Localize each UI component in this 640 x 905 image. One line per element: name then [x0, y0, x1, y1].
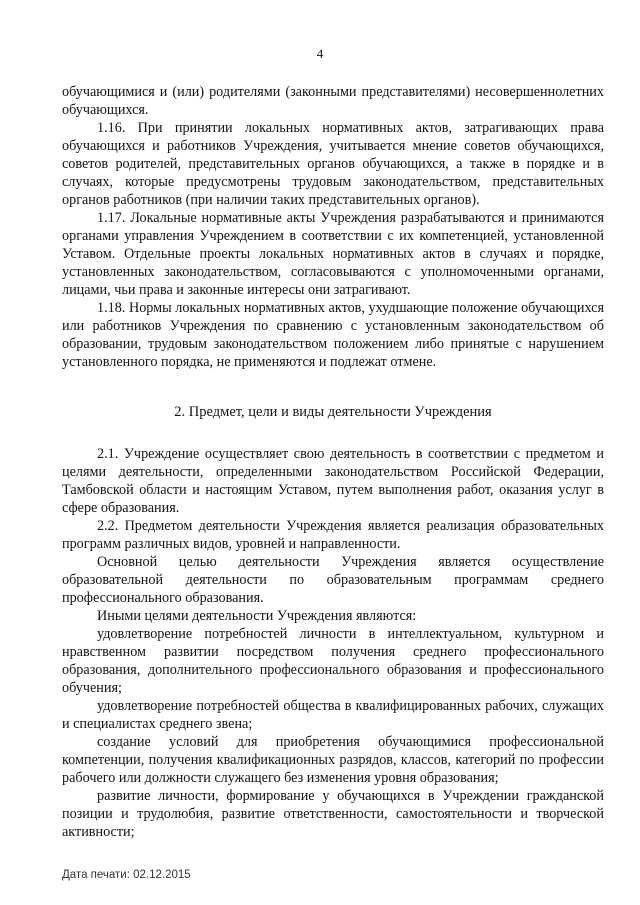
- list-item-society-needs: удовлетворение потребностей общества в квалифицированных рабочих, служащих и специалистах среднего звена;: [62, 698, 604, 732]
- list-item-personal-development: развитие личности, формирование у обучающихся в Учреждении гражданской позиции и трудолюбия, развитие ответственности, самостоятельности и творческой активности;: [62, 788, 604, 840]
- print-date-footer: Дата печати: 02.12.2015: [62, 869, 191, 881]
- paragraph-main-goal: Основной целью деятельности Учреждения является осуществление образовательной деятельности по образовательным программам среднего профессионального образования.: [62, 554, 604, 606]
- paragraph-1-17: 1.17. Локальные нормативные акты Учреждения разрабатываются и принимаются органами управления Учреждением в соответствии с их компетенцией, установленной Уставом. Отдельные проекты локальных нормативных актов в случаях и порядке, установленных законодательством, согласовываются с уполномоченными органами, лицами, чьи права и законные интересы они затрагивают.: [62, 210, 604, 298]
- paragraph-1-18: 1.18. Нормы локальных нормативных актов, ухудшающие положение обучающихся или работников Учреждения по сравнению с установленным законодательством об образовании, трудовым законодательством положением либо принятые с нарушением установленного порядка, не применяются и подлежат отмене.: [62, 300, 604, 370]
- paragraph-2-1: 2.1. Учреждение осуществляет свою деятельность в соответствии с предметом и целями деятельности, определенными законодательством Российской Федерации, Тамбовской области и настоящим Уставом, путем выполнения работ, оказания услуг в сфере образования.: [62, 446, 604, 516]
- paragraph-2-2: 2.2. Предметом деятельности Учреждения является реализация образовательных программ различных видов, уровней и направленности.: [62, 518, 604, 552]
- paragraph-other-goals-intro: Иными целями деятельности Учреждения являются:: [97, 608, 417, 624]
- document-body: [62, 83, 604, 841]
- section-heading: 2. Предмет, цели и виды деятельности Учреждения: [174, 404, 492, 420]
- page-number: 4: [316, 46, 324, 61]
- list-item-conditions: создание условий для приобретения обучающимися профессиональной компетенции, получения квалификационных разрядов, классов, категорий по профессии рабочего или должности служащего без изменения уровня образования;: [62, 734, 604, 786]
- paragraph-1-16: 1.16. При принятии локальных нормативных актов, затрагивающих права обучающихся и работников Учреждения, учитывается мнение советов обучающихся, советов родителей, представительных органов обучающихся, а также в порядке и в случаях, которые предусмотрены трудовым законодательством, представительных органов работников (при наличии таких представительных органов).: [62, 120, 604, 208]
- list-item-personal-needs: удовлетворение потребностей личности в интеллектуальном, культурном и нравственном развитии посредством получения среднего профессионального образования, дополнительного профессионального образования и профессионального обучения;: [62, 626, 604, 696]
- paragraph-continuation: обучающимися и (или) родителями (законными представителями) несовершеннолетних обучающихся.: [62, 84, 604, 118]
